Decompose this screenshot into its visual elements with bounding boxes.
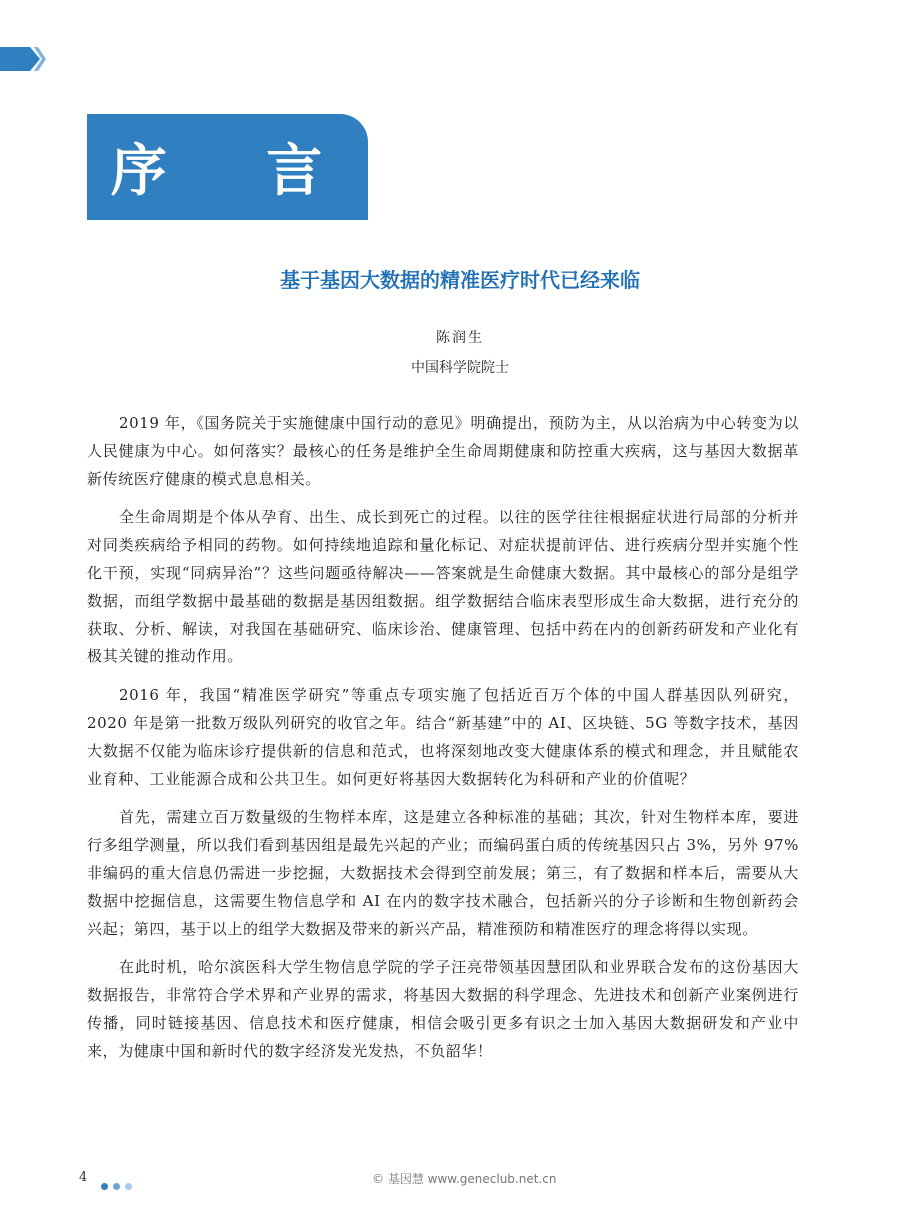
footer-copyright: © 基因慧 www.geneclub.net.cn (372, 1172, 557, 1186)
footer-dots (101, 1175, 137, 1194)
footer-dot (125, 1183, 132, 1190)
paragraph: 在此时机，哈尔滨医科大学生物信息学院的学子汪亮带领基因慧团队和业界联合发布的这份基因大数据报告，非常符合学术界和产业界的需求，将基因大数据的科学理念、先进技术和创新产业案例进行传播，同时链接基因、信息技术和医疗健康，相信会吸引更多有识之士加入基因大数据研发和产业中来，为健康中国和新时代的数字经济发光发热，不负韶华！ (87, 958, 799, 1060)
author-affiliation: 中国科学院院士 (411, 360, 509, 376)
article-title: 基于基因大数据的精准医疗时代已经来临 (280, 268, 640, 292)
paragraph: 2019 年，《国务院关于实施健康中国行动的意见》明确提出，预防为主，从以治病为中心转变为以人民健康为中心。如何落实？最核心的任务是维护全生命周期健康和防控重大疾病，这与基因大数据革新传统医疗健康的模式息息相关。 (87, 414, 799, 488)
paragraph: 全生命周期是个体从孕育、出生、成长到死亡的过程。以往的医学往往根据症状进行局部的分析并对同类疾病给予相同的药物。如何持续地追踪和量化标记、对症状提前评估、进行疾病分型并实施个性化干预，实现“同病异治”？这些问题亟待解决——答案就是生命健康大数据。其中最核心的部分是组学数据，而组学数据中最基础的数据是基因组数据。组学数据结合临床表型形成生命大数据，进行充分的获取、分析、解读，对我国在基础研究、临床诊治、健康管理、包括中药在内的创新药研发和产业化有极其关键的推动作用。 (87, 508, 799, 666)
footer-dot (101, 1183, 108, 1190)
section-banner (87, 114, 368, 220)
paragraph: 首先，需建立百万数量级的生物样本库，这是建立各种标准的基础；其次，针对生物样本库，要进行多组学测量，所以我们看到基因组是最先兴起的产业；而编码蛋白质的传统基因只占 3%，另外 97% 非编码的重大信息仍需进一步挖掘，大数据技术会得到空前发展；第三，有了数据和样本后，需要从大数据中挖掘信息，这需要生物信息学和 AI 在内的数字技术融合，包括新兴的分子诊断和生物创新药会兴起；第四，基于以上的组学大数据及带来的新兴产品，精准预防和精准医疗的理念将得以实现。 (87, 808, 799, 938)
footer-dot (113, 1183, 120, 1190)
corner-tab-arrow (0, 47, 46, 71)
page-number: 4 (79, 1170, 88, 1185)
page-footer (0, 1168, 920, 1192)
section-title: 序 言 (110, 139, 363, 204)
author-name: 陈润生 (436, 330, 484, 346)
paragraph: 2016 年，我国“精准医学研究”等重点专项实施了包括近百万个体的中国人群基因队列研究，2020 年是第一批数万级队列研究的收官之年。结合“新基建”中的 AI、区块链、5G 等数字技术，基因大数据不仅能为临床诊疗提供新的信息和范式，也将深刻地改变大健康体系的模式和理念，并且赋能农业育种、工业能源合成和公共卫生。如何更好将基因大数据转化为科研和产业的价值呢？ (87, 686, 799, 788)
article-body (87, 410, 799, 1077)
